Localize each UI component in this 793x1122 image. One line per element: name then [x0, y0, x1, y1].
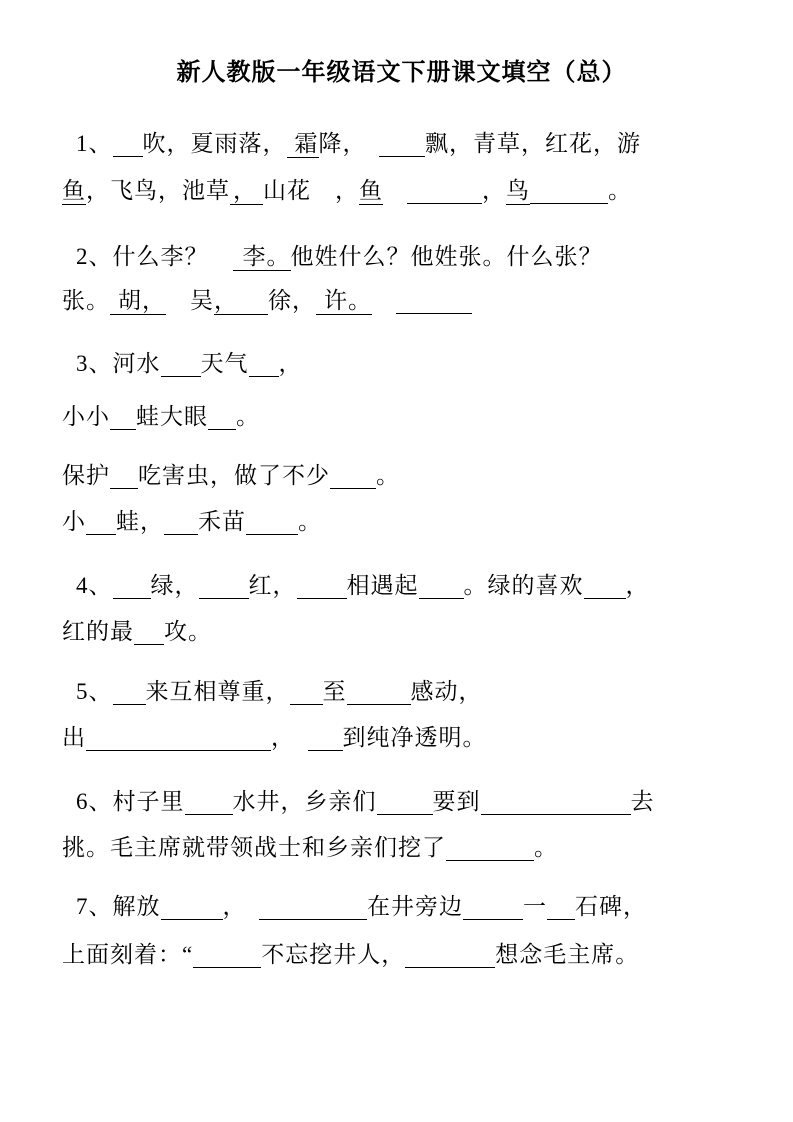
page-title: 新人教版一年级语文下册课文填空（总） [176, 60, 627, 86]
underlined-text: 鸟 [506, 178, 530, 203]
worksheet-lines [62, 128, 741, 971]
fill-in-blank[interactable] [379, 133, 425, 157]
text-run: 飘，青草，红花，游 [425, 131, 641, 156]
text-run: 红， [248, 573, 297, 598]
fill-in-blank[interactable] [297, 575, 347, 599]
text-run: ， [625, 573, 650, 598]
text-run: 小 [62, 509, 86, 534]
fill-in-blank[interactable] [584, 575, 626, 599]
worksheet-line [62, 401, 741, 433]
text-run: 在井旁边 [367, 894, 463, 919]
fill-in-blank[interactable] [86, 511, 116, 535]
fill-in-blank[interactable] [290, 681, 323, 705]
text-run: 6、村子里 [76, 789, 185, 814]
fill-in-blank[interactable] [113, 133, 143, 157]
text-run: ， [278, 351, 303, 376]
worksheet-line [62, 506, 741, 538]
text-run: 石碑， [575, 894, 647, 919]
fill-in-blank[interactable] [446, 837, 534, 861]
text-run: 7、解放 [76, 894, 161, 919]
fill-in-blank[interactable] [110, 465, 138, 489]
fill-in-blank[interactable] [396, 290, 472, 314]
underlined-text: 霜 [287, 131, 319, 158]
worksheet-line [62, 832, 741, 864]
text-run: 吃害虫，做了不少 [138, 463, 330, 488]
underlined-text: 李。 [233, 244, 291, 271]
text-run: 蛙， [116, 509, 164, 534]
fill-in-blank[interactable] [208, 406, 236, 430]
fill-in-blank[interactable] [185, 791, 233, 815]
text-run: 出 [62, 725, 86, 750]
text-run: 上面刻着：“ [62, 942, 194, 967]
text-run: 小小 [62, 404, 110, 429]
text-run: 2、什么李？ [76, 244, 233, 269]
fill-in-blank[interactable] [547, 896, 575, 920]
text-run: 徐， [268, 288, 316, 313]
fill-in-blank[interactable] [377, 791, 433, 815]
underlined-text: 鱼 [359, 178, 383, 203]
text-run: 吴 [166, 288, 214, 313]
worksheet-line [76, 348, 741, 380]
worksheet-line [62, 460, 741, 492]
text-run: 至 [322, 679, 347, 704]
text-run: 天气 [200, 351, 249, 376]
text-run: 禾苗 [198, 509, 246, 534]
text-run: 蛙大眼 [136, 404, 208, 429]
fill-in-blank[interactable] [134, 621, 164, 645]
fill-in-blank[interactable] [463, 896, 523, 920]
underlined-text: 胡， [110, 288, 166, 315]
text-run: 到纯净透明。 [342, 725, 487, 750]
text-run: 要到 [432, 789, 481, 814]
underlined-text: 鱼 [62, 178, 86, 203]
text-run [372, 288, 396, 313]
fill-in-blank[interactable] [481, 791, 631, 815]
text-run: 红的最 [62, 619, 134, 644]
fill-in-blank[interactable] [308, 727, 343, 751]
fill-in-blank[interactable] [161, 896, 223, 920]
text-run: 。 [376, 463, 400, 488]
worksheet-line [76, 786, 741, 818]
text-run: 水井，乡亲们 [232, 789, 377, 814]
worksheet-line [62, 939, 741, 971]
text-run: 4、 [76, 573, 113, 598]
text-run: 。 [298, 509, 322, 534]
text-run: 一 [523, 894, 547, 919]
text-run: 3、河水 [76, 351, 161, 376]
fill-in-blank[interactable] [259, 896, 367, 920]
fill-in-blank[interactable] [330, 465, 376, 489]
underlined-text: 许。 [316, 288, 372, 315]
text-run: 。 [608, 178, 632, 203]
text-run: 相遇起 [346, 573, 419, 598]
fill-in-blank[interactable] [110, 406, 136, 430]
fill-in-blank[interactable] [530, 180, 608, 204]
text-run: 。 [236, 404, 260, 429]
fill-in-blank[interactable] [419, 575, 464, 599]
worksheet-line [76, 891, 741, 923]
text-run: 想念毛主席。 [495, 942, 640, 967]
worksheet-line [62, 175, 741, 207]
fill-in-blank[interactable] [113, 575, 151, 599]
fill-in-blank[interactable] [246, 511, 298, 535]
text-run: 降， [318, 131, 379, 156]
text-run: 。绿的喜欢 [463, 573, 584, 598]
worksheet-line [76, 241, 741, 273]
text-run: 他姓什么？他姓张。什么张？ [290, 244, 603, 269]
underlined-text: ， [214, 288, 268, 315]
text-run: ，飞鸟，池草 [86, 178, 230, 203]
fill-in-blank[interactable] [86, 727, 271, 751]
text-run: 。 [534, 835, 558, 860]
fill-in-blank[interactable] [199, 575, 249, 599]
text-run: 去 [630, 789, 655, 814]
text-run: 山花 ， [263, 178, 359, 203]
text-run: 来互相尊重， [145, 679, 290, 704]
text-run: 5、 [76, 679, 113, 704]
worksheet-line [76, 676, 741, 708]
fill-in-blank[interactable] [407, 180, 482, 204]
text-run: 挑。毛主席就带领战士和乡亲们挖了 [62, 835, 446, 860]
fill-in-blank[interactable] [193, 944, 261, 968]
text-run: 不忘挖井人， [261, 942, 406, 967]
fill-in-blank[interactable] [347, 681, 411, 705]
text-run: 1、 [76, 131, 113, 156]
worksheet-line [62, 616, 741, 648]
text-run: ， [482, 178, 506, 203]
fill-in-blank[interactable] [164, 511, 198, 535]
worksheet-line [76, 128, 741, 160]
worksheet-line [62, 285, 741, 317]
text-run: 攻。 [164, 619, 212, 644]
text-run: 张。 [62, 288, 110, 313]
fill-in-blank[interactable] [249, 353, 279, 377]
fill-in-blank[interactable] [405, 944, 495, 968]
text-run [383, 178, 407, 203]
fill-in-blank[interactable] [161, 353, 201, 377]
text-run: ， [271, 725, 308, 750]
text-run: 保护 [62, 463, 110, 488]
text-run: ， [222, 894, 259, 919]
worksheet-line [62, 722, 741, 754]
text-run: 吹，夏雨落， [142, 131, 287, 156]
text-run: 绿， [150, 573, 199, 598]
underlined-text: ， [230, 178, 263, 205]
text-run: 感动， [410, 679, 483, 704]
fill-in-blank[interactable] [113, 681, 146, 705]
worksheet-line [76, 570, 741, 602]
